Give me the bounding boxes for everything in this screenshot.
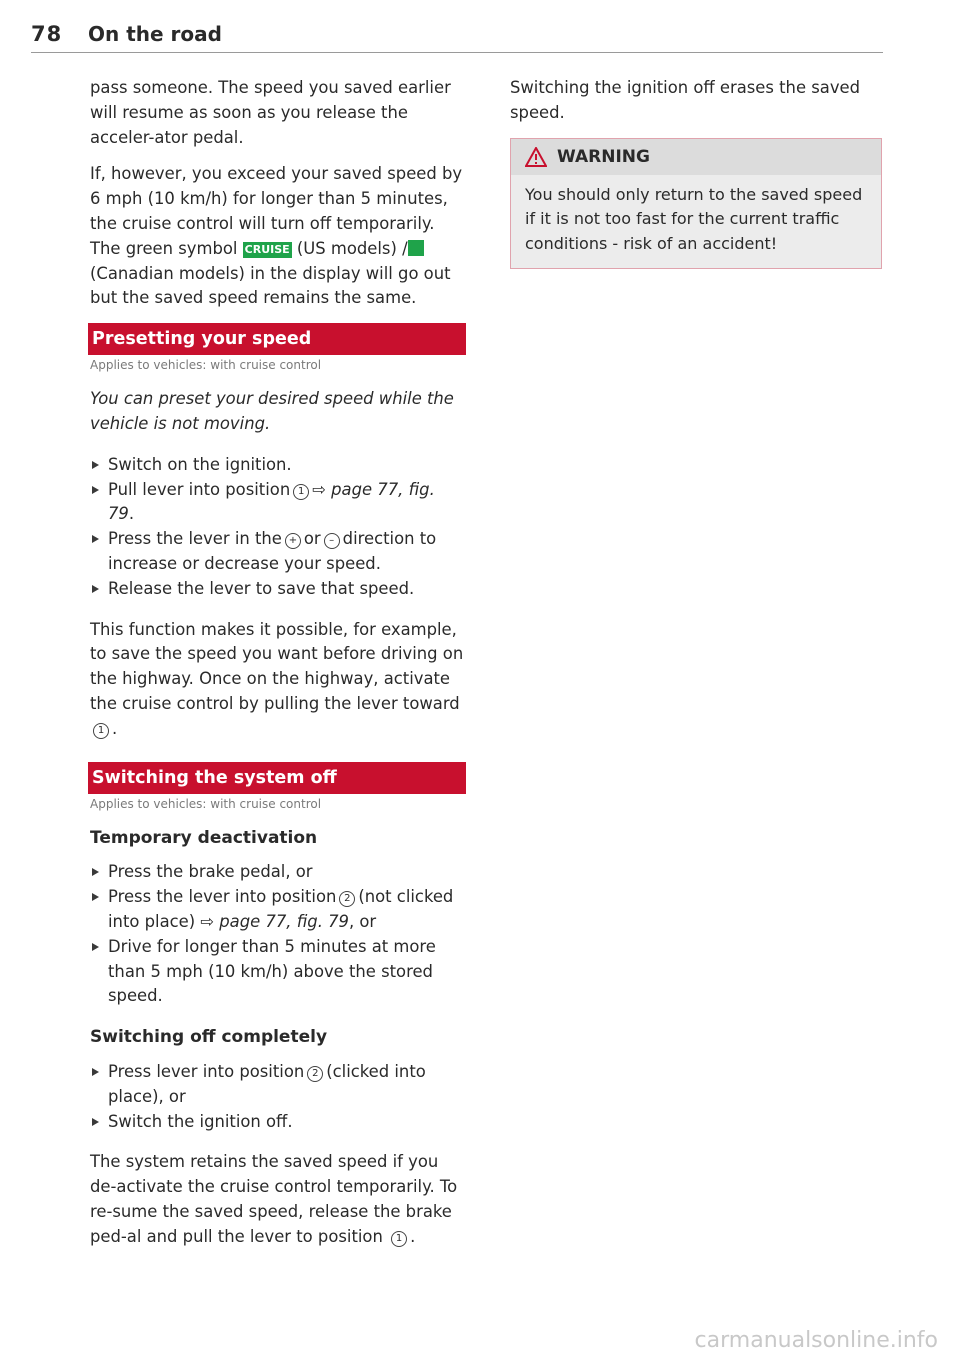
page-number: 78 xyxy=(31,22,63,46)
step-text: direction to increase or decrease your speed. xyxy=(108,529,437,573)
bullet-arrow-icon xyxy=(92,1118,99,1126)
list-item xyxy=(90,1060,466,1110)
step-text: (clicked into place), or xyxy=(108,1061,426,1106)
applies-note: Applies to vehicles: with cruise control xyxy=(90,796,322,811)
list-item xyxy=(90,478,466,528)
paragraph-exceed-text-a: If, however, you exceed your saved speed by 6 mph (10 km/h) for longer than 5 minutes, the cruise control will turn off temporarily. The green symbol xyxy=(90,164,463,258)
warning-title: WARNING xyxy=(557,146,650,167)
step-text: . xyxy=(128,504,135,524)
step-text: Press the lever in the xyxy=(108,529,282,549)
paragraph-retains-text: The system retains the saved speed if you de-activate the cruise control temporarily. To re-sume the saved speed, release the brake ped-al and pull the lever to position xyxy=(90,1152,458,1246)
left-column xyxy=(90,76,466,1261)
step-text: Switch on the ignition. xyxy=(108,454,292,474)
warning-box xyxy=(510,138,882,270)
bullet-arrow-icon xyxy=(92,461,99,469)
heading-presetting-speed: Presetting your speed xyxy=(88,323,466,355)
list-item xyxy=(90,453,466,478)
paragraph-function-text: This function makes it possible, for example, to save the speed you want before driving on the highway. Once on the highway, activate the cruise control by pulling the lever toward xyxy=(90,619,464,713)
plus-icon: + xyxy=(285,533,301,549)
step-text: , or xyxy=(348,911,377,931)
warning-triangle-icon xyxy=(525,147,547,167)
bullet-arrow-icon xyxy=(92,1068,99,1076)
position-1-icon: 1 xyxy=(93,723,109,739)
paragraph-ignition-off: Switching the ignition off erases the saved speed. xyxy=(510,78,861,122)
page-reference-link[interactable]: ⇨ page 77, fig. 79 xyxy=(200,911,349,931)
position-1-icon: 1 xyxy=(293,484,309,500)
paragraph-retains xyxy=(90,1150,466,1249)
paragraph-end: . xyxy=(410,1226,416,1246)
section-title: On the road xyxy=(88,22,222,46)
step-text: Press the brake pedal, or xyxy=(108,862,313,882)
complete-steps xyxy=(90,1060,466,1134)
position-2-icon: 2 xyxy=(307,1066,323,1082)
step-text: Drive for longer than 5 minutes at more than 5 mph (10 km/h) above the stored speed. xyxy=(108,936,436,1006)
watermark: carmanualsonline.info xyxy=(694,1328,938,1353)
applies-note: Applies to vehicles: with cruise control xyxy=(90,358,322,373)
bullet-arrow-icon xyxy=(92,943,99,951)
paragraph-exceed xyxy=(90,162,466,311)
header-divider xyxy=(31,52,883,53)
heading-switching-off-completely: Switching off completely xyxy=(90,1027,328,1048)
right-column xyxy=(510,76,886,269)
step-text: Pull lever into position xyxy=(108,479,291,499)
minus-icon: – xyxy=(324,533,340,549)
page-header xyxy=(31,22,883,56)
step-text: or xyxy=(303,529,321,549)
bullet-arrow-icon xyxy=(92,486,99,494)
intro-presetting: You can preset your desired speed while the vehicle is not moving. xyxy=(90,389,454,433)
list-item xyxy=(90,1110,466,1135)
temporary-steps xyxy=(90,860,466,1009)
list-item xyxy=(90,935,466,1009)
list-item xyxy=(90,885,466,935)
paragraph-end: . xyxy=(112,718,118,738)
step-text: Release the lever to save that speed. xyxy=(108,578,415,598)
cruise-canada-icon xyxy=(408,240,424,256)
step-text: Switch the ignition off. xyxy=(108,1111,293,1131)
step-text: Press lever into position xyxy=(108,1061,305,1081)
bullet-arrow-icon xyxy=(92,893,99,901)
warning-text: You should only return to the saved speed if it is not too fast for the current traffic conditions - risk of an accident! xyxy=(525,184,863,253)
paragraph-function xyxy=(90,618,466,742)
cruise-us-icon: CRUISE xyxy=(244,242,290,256)
position-1-icon: 1 xyxy=(391,1231,407,1247)
list-item xyxy=(90,527,466,577)
heading-switching-off: Switching the system off xyxy=(88,762,466,794)
page-reference-link[interactable]: ⇨ page 77, fig. 79 xyxy=(108,479,435,524)
warning-header xyxy=(511,139,881,175)
list-item xyxy=(90,860,466,885)
bullet-arrow-icon xyxy=(92,868,99,876)
step-text: (not clicked into place) xyxy=(108,887,454,931)
presetting-steps xyxy=(90,453,466,602)
heading-temporary-deactivation: Temporary deactivation xyxy=(90,827,318,848)
step-text: Press the lever into position xyxy=(108,887,337,907)
bullet-arrow-icon xyxy=(92,535,99,543)
list-item xyxy=(90,577,466,602)
paragraph-exceed-text-b: (US models) / xyxy=(296,238,408,258)
paragraph-resume: pass someone. The speed you saved earlier will resume as soon as you release the acceler-ator pedal. xyxy=(90,78,451,147)
position-2-icon: 2 xyxy=(339,891,355,907)
bullet-arrow-icon xyxy=(92,585,99,593)
paragraph-exceed-text-c: (Canadian models) in the display will go out but the saved speed remains the same. xyxy=(90,263,451,308)
